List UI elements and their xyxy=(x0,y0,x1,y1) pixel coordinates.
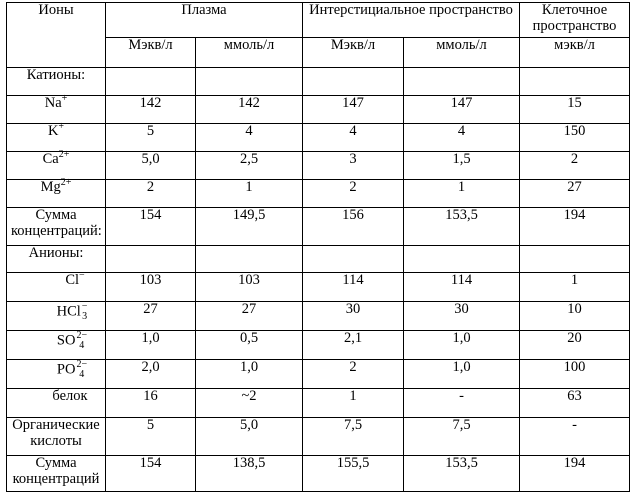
unit-cell: Мэкв/л xyxy=(106,38,196,68)
sum-cell: 194 xyxy=(520,456,630,492)
sum-cell: 154 xyxy=(106,456,196,492)
ion-symbol: K xyxy=(47,123,59,139)
value-cell: 142 xyxy=(196,96,303,124)
value-cell: 63 xyxy=(520,389,630,418)
ion-charge: + xyxy=(58,121,65,133)
sum-cell: 138,5 xyxy=(196,456,303,492)
sum-cell: 149,5 xyxy=(196,208,303,246)
sum-label: Сумма концентраций: xyxy=(7,208,106,246)
value-cell: 103 xyxy=(196,273,303,302)
value-cell: 27 xyxy=(520,180,630,208)
value-cell: 5,0 xyxy=(196,418,303,456)
ion-charge: 2+ xyxy=(58,149,70,161)
value-cell: 103 xyxy=(106,273,196,302)
organic-row xyxy=(7,418,630,456)
ion-charge: + xyxy=(61,93,68,105)
ion-label xyxy=(7,331,106,360)
value-cell: 2 xyxy=(106,180,196,208)
value-cell: 4 xyxy=(404,124,520,152)
anion-row xyxy=(7,302,630,331)
cation-row xyxy=(7,180,630,208)
value-cell: 147 xyxy=(303,96,404,124)
header-row xyxy=(7,3,630,38)
ion-label xyxy=(7,121,106,152)
value-cell: 2 xyxy=(303,180,404,208)
ion-label xyxy=(7,302,106,331)
interstitial-header: Интерстициальное пространство xyxy=(303,3,520,38)
ions-header: Ионы xyxy=(7,3,106,68)
ion-label xyxy=(7,360,106,389)
value-cell: 1 xyxy=(196,180,303,208)
value-cell: 5 xyxy=(106,418,196,456)
ion-charge: − xyxy=(79,270,85,282)
value-cell: 4 xyxy=(303,124,404,152)
ion-charge: 2− xyxy=(76,359,88,370)
value-cell: 7,5 xyxy=(404,418,520,456)
value-cell: 7,5 xyxy=(303,418,404,456)
value-cell: 30 xyxy=(404,302,520,331)
value-cell: 114 xyxy=(303,273,404,302)
ion-symbol: HCl xyxy=(56,303,81,320)
ion-charge: − xyxy=(81,301,88,312)
value-cell: 16 xyxy=(106,389,196,418)
value-cell: 2,1 xyxy=(303,331,404,360)
unit-cell: Мэкв/л xyxy=(303,38,404,68)
value-cell: 114 xyxy=(404,273,520,302)
unit-cell: ммоль/л xyxy=(196,38,303,68)
value-cell: 30 xyxy=(303,302,404,331)
value-cell: 27 xyxy=(196,302,303,331)
unit-cell: ммоль/л xyxy=(404,38,520,68)
cation-row xyxy=(7,124,630,152)
anion-row xyxy=(7,273,630,302)
ion-subscript: 4 xyxy=(79,369,85,380)
anions-title-row xyxy=(7,246,630,273)
ion-symbol: PO xyxy=(56,361,76,378)
ion-subscript: 3 xyxy=(82,311,88,322)
organic-label: Органические кислоты xyxy=(7,418,106,456)
ion-symbol: Mg xyxy=(40,179,61,195)
value-cell: 4 xyxy=(196,124,303,152)
ion-symbol: Cl xyxy=(65,272,80,288)
value-cell: 10 xyxy=(520,302,630,331)
anions-sum-row xyxy=(7,456,630,492)
cellular-header: Клеточное пространство xyxy=(520,3,630,38)
cations-sum-row xyxy=(7,208,630,246)
ion-charge: 2+ xyxy=(60,177,72,189)
plasma-header: Плазма xyxy=(106,3,303,38)
ion-symbol: Ca xyxy=(42,151,59,167)
sum-cell: 194 xyxy=(520,208,630,246)
cation-row xyxy=(7,152,630,180)
value-cell: 1,0 xyxy=(196,360,303,389)
ion-charge: 2− xyxy=(76,330,88,341)
value-cell: 1,0 xyxy=(106,331,196,360)
value-cell: 5 xyxy=(106,124,196,152)
value-cell: - xyxy=(404,389,520,418)
cations-title: Катионы: xyxy=(7,68,106,96)
value-cell: 2,0 xyxy=(106,360,196,389)
cation-row xyxy=(7,96,630,124)
value-cell: 150 xyxy=(520,124,630,152)
anions-title: Анионы: xyxy=(7,246,106,273)
ion-label xyxy=(7,149,106,180)
ion-label xyxy=(7,270,106,302)
protein-row xyxy=(7,389,630,418)
value-cell: 27 xyxy=(106,302,196,331)
sum-label: Сумма концентраций xyxy=(7,456,106,492)
value-cell: 15 xyxy=(520,96,630,124)
protein-label: белок xyxy=(7,389,106,418)
value-cell: ~2 xyxy=(196,389,303,418)
value-cell: 2 xyxy=(520,152,630,180)
value-cell: 1,0 xyxy=(404,360,520,389)
value-cell: 1,5 xyxy=(404,152,520,180)
ion-label xyxy=(7,93,106,124)
unit-cell: мэкв/л xyxy=(520,38,630,68)
cations-title-row xyxy=(7,68,630,96)
value-cell: 20 xyxy=(520,331,630,360)
value-cell: - xyxy=(520,418,630,456)
ion-subscript: 4 xyxy=(79,340,85,351)
sum-cell: 154 xyxy=(106,208,196,246)
sum-cell: 155,5 xyxy=(303,456,404,492)
value-cell: 5,0 xyxy=(106,152,196,180)
anion-row xyxy=(7,360,630,389)
ion-symbol: Na xyxy=(44,95,62,111)
value-cell: 1 xyxy=(404,180,520,208)
value-cell: 142 xyxy=(106,96,196,124)
anion-row xyxy=(7,331,630,360)
sum-cell: 156 xyxy=(303,208,404,246)
value-cell: 1 xyxy=(303,389,404,418)
value-cell: 100 xyxy=(520,360,630,389)
ion-label xyxy=(7,177,106,208)
value-cell: 1,0 xyxy=(404,331,520,360)
value-cell: 3 xyxy=(303,152,404,180)
ion-table xyxy=(6,2,630,492)
sum-cell: 153,5 xyxy=(404,456,520,492)
sum-cell: 153,5 xyxy=(404,208,520,246)
value-cell: 2 xyxy=(303,360,404,389)
value-cell: 147 xyxy=(404,96,520,124)
value-cell: 0,5 xyxy=(196,331,303,360)
value-cell: 1 xyxy=(520,273,630,302)
value-cell: 2,5 xyxy=(196,152,303,180)
ion-symbol: SO xyxy=(56,332,76,349)
